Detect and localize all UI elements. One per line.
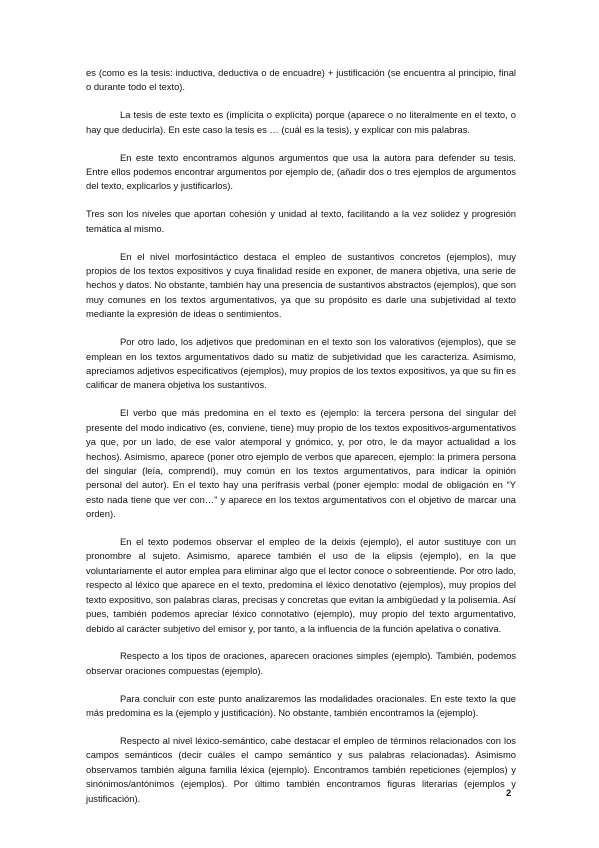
paragraph-5: En el nivel morfosintáctico destaca el empleo de sustantivos concretos (ejemplos), muy propios de los textos expositivos y cuya finalidad reside en exponer, de manera objetiva, una serie de hechos y datos. No obstante, también hay una presencia de sustantivos abstractos (ejemplos), que son muy comunes en los textos argumentativos, ya que su propósito es darle una subjetividad al texto mediante la expresión de ideas o sentimientos. (86, 250, 516, 320)
page-number: 2 (506, 788, 512, 799)
paragraph-6: Por otro lado, los adjetivos que predominan en el texto son los valorativos (ejemplos), que se emplean en los textos argumentativos dado su matiz de subjetividad que les caracteriza. Asimismo, apreciamos adjetivos especificativos (ejemplos), muy propios de los textos expositivos, ya que su fin es calificar de manera objetiva los sustantivos. (86, 336, 516, 391)
paragraph-1: es (como es la tesis: inductiva, deductiva o de encuadre) + justificación (se encuentra al principio, final o durante todo el texto). (86, 67, 516, 93)
paragraph-3: En este texto encontramos algunos argumentos que usa la autora para defender su tesis. Entre ellos podemos encontrar argumentos por ejemplo de, (añadir dos o tres ejemplos de argumentos del texto, explicarlos y justificarlos). (86, 151, 516, 192)
paragraph-4: Tres son los niveles que aportan cohesión y unidad al texto, facilitando a la vez solidez y progresión temática al mismo. (86, 208, 516, 234)
document-body (86, 66, 516, 820)
paragraph-2: La tesis de este texto es (implícita o explícita) porque (aparece o no literalmente en el texto, o hay que deducirla). En este caso la tesis es … (cuál es la tesis), y explicar con mis palabras. (86, 109, 516, 135)
paragraph-9: Respecto a los tipos de oraciones, aparecen oraciones simples (ejemplo). También, podemos observar oraciones compuestas (ejemplo). (86, 650, 516, 676)
paragraph-7: El verbo que más predomina en el texto es (ejemplo: la tercera persona del singular del presente del modo indicativo (es, conviene, tiene) muy propio de los textos expositivos-argumentativos ya que, por un lado, de ese valor atemporal y gnómico, y, por otro, le da mayor actualidad a los hechos). Asimismo, aparece (poner otro ejemplo de verbos que aparecen, ejemplo: la primera persona del singular (leía, comprendí), muy común en los textos argumentativos, para indicar la opinión personal del autor). En el texto hay una perífrasis verbal (poner ejemplo: modal de obligación en “Y esto nada tiene que ver con…” y aparece en los textos argumentativos con el objetivo de marcar una orden). (86, 407, 516, 520)
paragraph-8: En el texto podemos observar el empleo de la deixis (ejemplo), el autor sustituye con un pronombre al sujeto. Asimismo, aparece también el uso de la elipsis (ejemplo), en la que voluntariamente el autor emplea para eliminar algo que el lector conoce o sobreentiende. Por otro lado, respecto al léxico que aparece en el texto, predomina el léxico denotativo (ejemplos), muy propios del texto expositivo, son palabras claras, precisas y concretas que evitan la ambigüedad y la polisemia. Así pues, también podemos apreciar léxico connotativo (ejemplo), muy propio del texto argumentativo, debido al carácter subjetivo del emisor y, por tanto, a la influencia de la función apelativa o conativa. (86, 536, 516, 634)
paragraph-10: Para concluir con este punto analizaremos las modalidades oracionales. En este texto la que más predomina es la (ejemplo y justificación). No obstante, también encontramos la (ejemplo). (86, 692, 516, 719)
paragraph-11: Respecto al nivel léxico-semántico, cabe destacar el empleo de términos relacionados con los campos semánticos (decir cuáles el campo semántico y sus palabras relacionadas). Asimismo observamos también alguna familia léxica (ejemplo). Encontramos también repeticiones (ejemplos) y sinónimos/antónimos (ejemplos). Por último también encontramos figuras literarias (ejemplos y justificación). (86, 735, 516, 804)
